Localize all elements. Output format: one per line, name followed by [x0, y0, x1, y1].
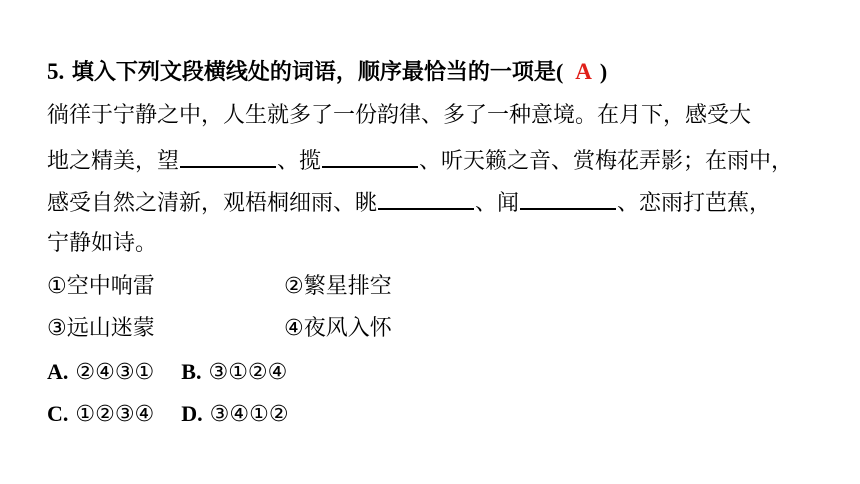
fill-blank-4[interactable]: [520, 186, 616, 210]
question-number: 5: [47, 59, 59, 84]
passage-text: 、闻: [475, 191, 520, 216]
choice-c-letter[interactable]: C: [47, 401, 63, 426]
question-stem-line: [47, 57, 607, 87]
choice-d-letter[interactable]: D: [181, 401, 198, 426]
passage-line-4: [47, 229, 157, 259]
choice-c-dot: .: [62, 401, 69, 426]
passage-line-2: [47, 144, 793, 174]
choice-b-text[interactable]: ③①②④: [208, 360, 288, 385]
choice-c-text[interactable]: ①②③④: [75, 402, 155, 427]
option-3: ③远山迷蒙: [47, 316, 155, 341]
fill-blank-1[interactable]: [180, 144, 276, 168]
question-stem: 填入下列文段横线处的词语，顺序最恰当的一项是: [71, 60, 556, 85]
passage-text: 徜徉于宁静之中，人生就多了一份韵律、多了一种意境。在月下，感受大: [47, 103, 752, 128]
passage-text: 宁静如诗。: [47, 231, 158, 256]
choice-a-dot: .: [62, 359, 69, 384]
option-2: ②繁星排空: [284, 274, 392, 299]
passage-text: 感受自然之清新，观梧桐细雨、眺: [47, 191, 378, 216]
choice-a-text[interactable]: ②④③①: [75, 360, 155, 385]
choice-b-letter[interactable]: B: [181, 359, 196, 384]
choice-a-letter[interactable]: A: [47, 359, 63, 384]
answer-paren-close: ): [599, 59, 608, 84]
option-4: ④夜风入怀: [284, 316, 392, 341]
choice-b-dot: .: [195, 359, 202, 384]
question-number-dot: .: [58, 59, 65, 84]
answer-paren-open: (: [555, 59, 564, 84]
choice-row-1: [47, 357, 287, 387]
fill-blank-2[interactable]: [322, 144, 418, 168]
passage-text: 地之精美，望: [47, 149, 180, 174]
passage-line-3: [47, 186, 771, 216]
passage-text: 、恋雨打芭蕉，: [617, 191, 772, 216]
option-row-2: [47, 314, 547, 344]
passage-text: 、揽: [277, 149, 322, 174]
choice-d-dot: .: [197, 401, 203, 426]
choice-d-text[interactable]: ③④①②: [209, 402, 289, 427]
passage-text: 、听天籁之音、赏梅花弄影；在雨中，: [419, 149, 794, 174]
passage-line-1: [47, 101, 751, 131]
option-1: ①空中响雷: [47, 274, 155, 299]
option-row-1: [47, 272, 547, 302]
choice-row-2: [47, 399, 289, 429]
answer-letter: A: [575, 59, 592, 84]
fill-blank-3[interactable]: [378, 186, 474, 210]
